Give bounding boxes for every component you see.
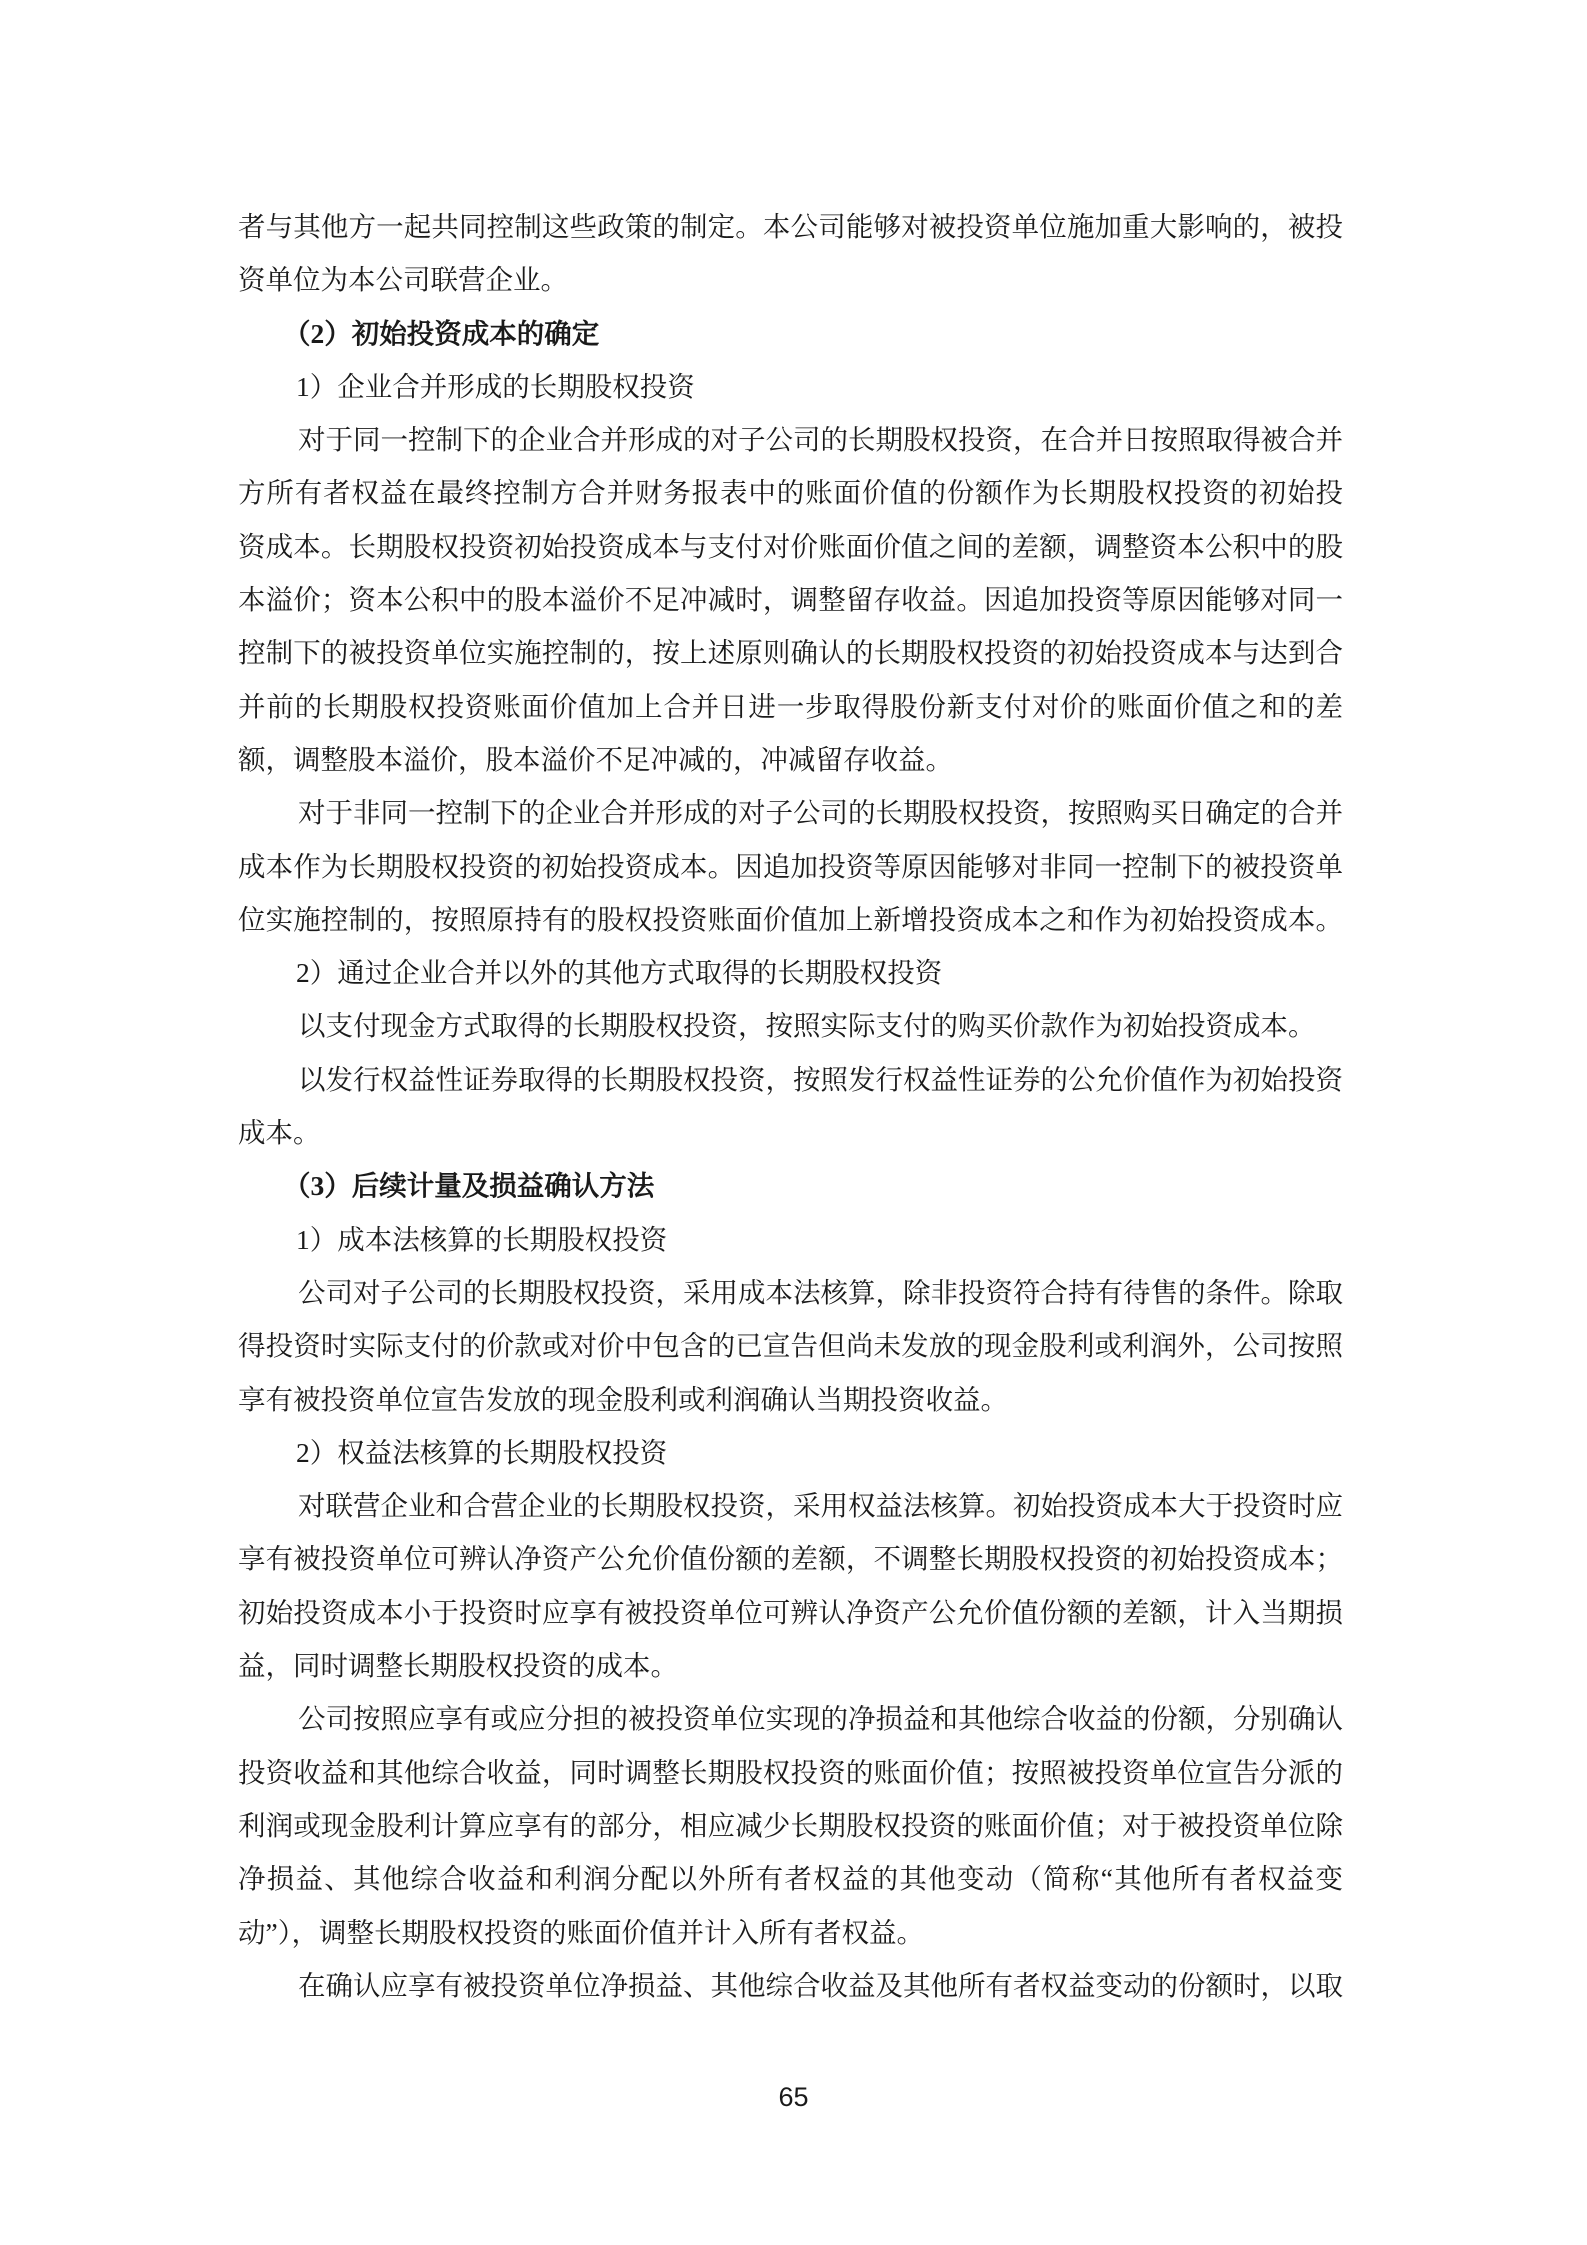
text-line: 控制下的被投资单位实施控制的，按上述原则确认的长期股权投资的初始投资成本与达到合 bbox=[238, 637, 1343, 669]
text-line: 在确认应享有被投资单位净损益、其他综合收益及其他所有者权益变动的份额时，以取 bbox=[298, 1969, 1343, 2001]
text-line: 初始投资成本小于投资时应享有被投资单位可辨认净资产公允价值份额的差额，计入当期损 bbox=[238, 1596, 1343, 1628]
list-item: 2）权益法核算的长期股权投资 bbox=[296, 1436, 668, 1468]
text-line: 方所有者权益在最终控制方合并财务报表中的账面价值的份额作为长期股权投资的初始投 bbox=[238, 477, 1343, 509]
paragraph bbox=[238, 1692, 1343, 1958]
text-line: 利润或现金股利计算应享有的部分，相应减少长期股权投资的账面价值；对于被投资单位除 bbox=[238, 1809, 1343, 1841]
section-heading: （3）后续计量及损益确认方法 bbox=[283, 1170, 655, 1202]
text-line: 公司按照应享有或应分担的被投资单位实现的净损益和其他综合收益的份额，分别确认 bbox=[298, 1703, 1343, 1735]
paragraph bbox=[238, 999, 1343, 1052]
text-line: 享有被投资单位宣告发放的现金股利或利润确认当期投资收益。 bbox=[238, 1383, 1008, 1415]
text-line: 动”），调整长期股权投资的账面价值并计入所有者权益。 bbox=[238, 1916, 924, 1948]
text-line: 者与其他方一起共同控制这些政策的制定。本公司能够对被投资单位施加重大影响的，被投 bbox=[238, 211, 1343, 242]
text-line: 益，同时调整长期股权投资的成本。 bbox=[238, 1650, 678, 1682]
text-line: 得投资时实际支付的价款或对价中包含的已宣告但尚未发放的现金股利或利润外，公司按照 bbox=[238, 1330, 1343, 1362]
paragraph bbox=[238, 1479, 1343, 1692]
list-item: 1）成本法核算的长期股权投资 bbox=[296, 1223, 668, 1255]
text-line: 资单位为本公司联营企业。 bbox=[238, 264, 568, 296]
text-line: 额，调整股本溢价，股本溢价不足冲减的，冲减留存收益。 bbox=[238, 743, 953, 775]
text-line: 成本。 bbox=[238, 1117, 321, 1149]
text-line: 享有被投资单位可辨认净资产公允价值份额的差额，不调整长期股权投资的初始投资成本； bbox=[238, 1543, 1343, 1575]
text-line: 净损益、其他综合收益和利润分配以外所有者权益的其他变动（简称“其他所有者权益变 bbox=[238, 1863, 1343, 1895]
document-body bbox=[238, 200, 1343, 2012]
paragraph bbox=[238, 1959, 1343, 2012]
text-line: 对联营企业和合营企业的长期股权投资，采用权益法核算。初始投资成本大于投资时应 bbox=[298, 1490, 1343, 1522]
list-item: 1）企业合并形成的长期股权投资 bbox=[296, 370, 695, 402]
text-line: 对于非同一控制下的企业合并形成的对子公司的长期股权投资，按照购买日确定的合并 bbox=[298, 797, 1343, 829]
text-line: 以发行权益性证券取得的长期股权投资，按照发行权益性证券的公允价值作为初始投资 bbox=[298, 1063, 1343, 1095]
paragraph bbox=[238, 1053, 1343, 1160]
paragraph bbox=[238, 786, 1343, 946]
text-line: 本溢价；资本公积中的股本溢价不足冲减时，调整留存收益。因追加投资等原因能够对同一 bbox=[238, 584, 1343, 616]
text-line: 投资收益和其他综合收益，同时调整长期股权投资的账面价值；按照被投资单位宣告分派的 bbox=[238, 1756, 1343, 1788]
text-line: 并前的长期股权投资账面价值加上合并日进一步取得股份新支付对价的账面价值之和的差 bbox=[238, 690, 1343, 722]
paragraph bbox=[238, 200, 1343, 307]
text-line: 对于同一控制下的企业合并形成的对子公司的长期股权投资，在合并日按照取得被合并 bbox=[298, 424, 1343, 456]
text-line: 公司对子公司的长期股权投资，采用成本法核算，除非投资符合持有待售的条件。除取 bbox=[298, 1276, 1343, 1308]
text-line: 以支付现金方式取得的长期股权投资，按照实际支付的购买价款作为初始投资成本。 bbox=[298, 1010, 1316, 1042]
text-line: 资成本。长期股权投资初始投资成本与支付对价账面价值之间的差额，调整资本公积中的股 bbox=[238, 530, 1343, 562]
text-line: 成本作为长期股权投资的初始投资成本。因追加投资等原因能够对非同一控制下的被投资单 bbox=[238, 850, 1343, 882]
section-heading: （2）初始投资成本的确定 bbox=[283, 317, 600, 349]
list-item: 2）通过企业合并以外的其他方式取得的长期股权投资 bbox=[296, 957, 943, 989]
paragraph bbox=[238, 1266, 1343, 1426]
page-number: 65 bbox=[778, 2082, 809, 2112]
paragraph bbox=[238, 413, 1343, 786]
text-line: 位实施控制的，按照原持有的股权投资账面价值加上新增投资成本之和作为初始投资成本。 bbox=[238, 903, 1343, 935]
